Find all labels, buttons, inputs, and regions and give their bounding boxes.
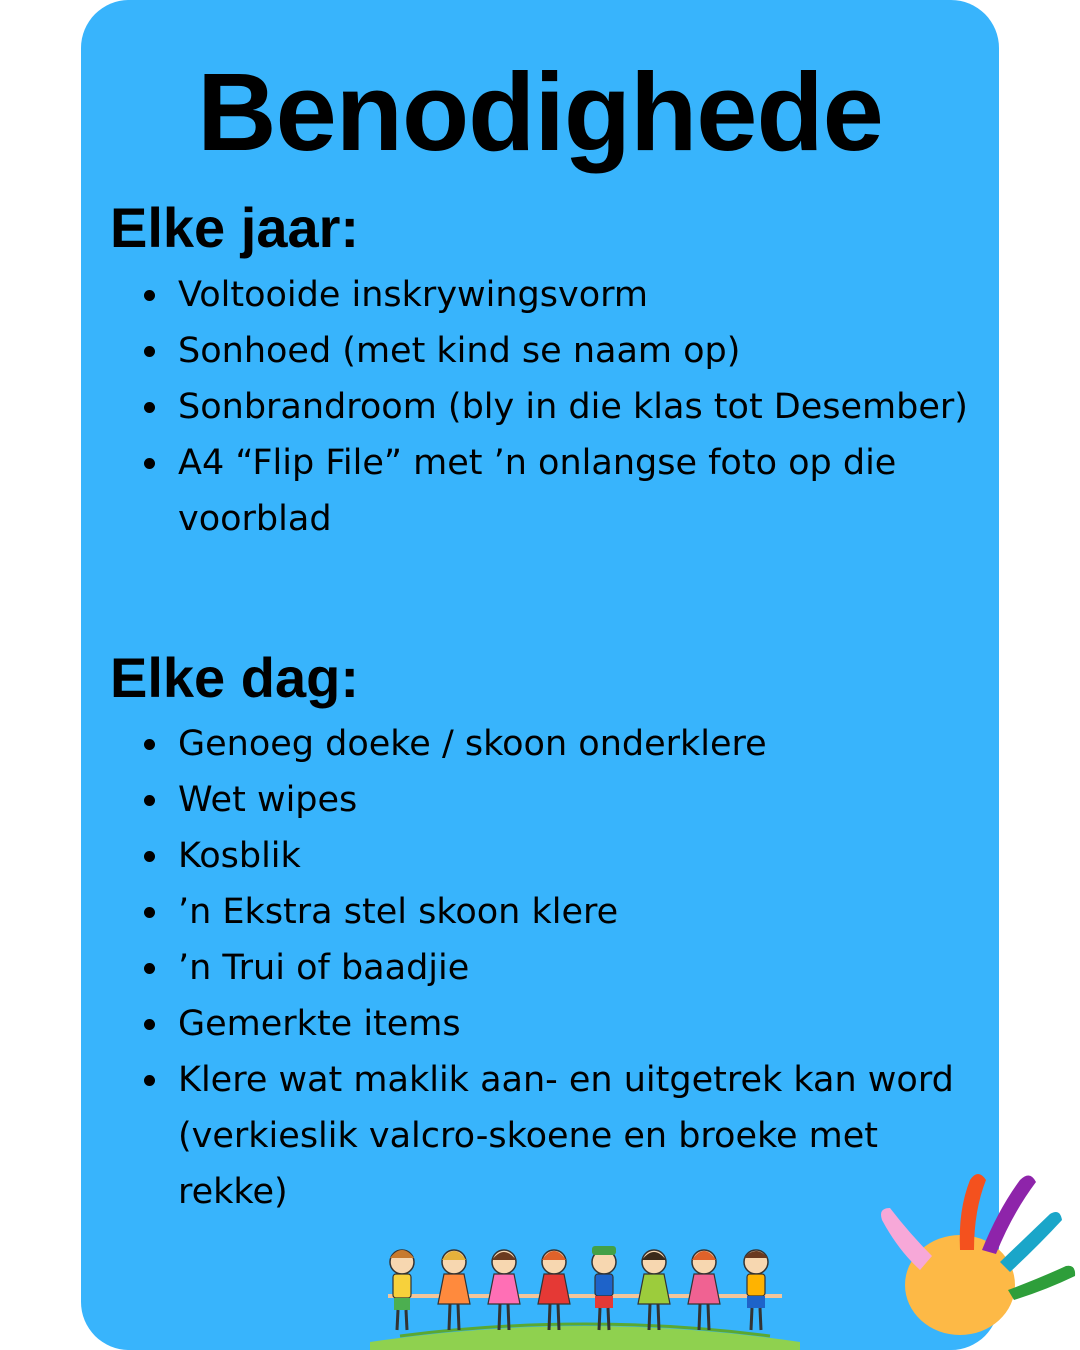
child-figure: [592, 1246, 616, 1330]
child-figure: [744, 1250, 768, 1330]
list-item: Gemerkte items: [110, 996, 970, 1052]
list-item: A4 “Flip File” met ’n onlangse foto op die voorblad: [110, 435, 970, 547]
list-item: Voltooide inskrywingsvorm: [110, 267, 970, 323]
children-holding-hands-illustration: [370, 1232, 800, 1350]
child-figure: [538, 1250, 570, 1330]
grass-hill: [370, 1326, 800, 1350]
finger-print: [960, 1174, 986, 1250]
page-title: Benodighede: [197, 51, 883, 174]
child-figure: [390, 1250, 414, 1330]
list-item: Sonhoed (met kind se naam op): [110, 323, 970, 379]
list-item: Wet wipes: [110, 772, 970, 828]
child-figure: [438, 1250, 470, 1330]
thumb-print: [881, 1208, 932, 1270]
child-figure: [688, 1250, 720, 1330]
section-heading-yearly: Elke jaar:: [110, 196, 360, 259]
list-item: Kosblik: [110, 828, 970, 884]
section-heading-daily: Elke dag:: [110, 646, 359, 709]
list-item: Klere wat maklik aan- en uitgetrek kan word (verkieslik valcro-skoene en broeke met rekke): [110, 1052, 970, 1220]
child-figure: [488, 1250, 520, 1330]
daily-supplies-list: [110, 716, 970, 1220]
list-item: Sonbrandroom (bly in die klas tot Desember): [110, 379, 970, 435]
yearly-supplies-list: [110, 267, 970, 547]
list-item: ’n Trui of baadjie: [110, 940, 970, 996]
finger-print: [1008, 1266, 1075, 1300]
list-item: Genoeg doeke / skoon onderklere: [110, 716, 970, 772]
list-item: ’n Ekstra stel skoon klere: [110, 884, 970, 940]
painted-handprint-illustration: [870, 1150, 1080, 1350]
child-figure: [638, 1250, 670, 1330]
